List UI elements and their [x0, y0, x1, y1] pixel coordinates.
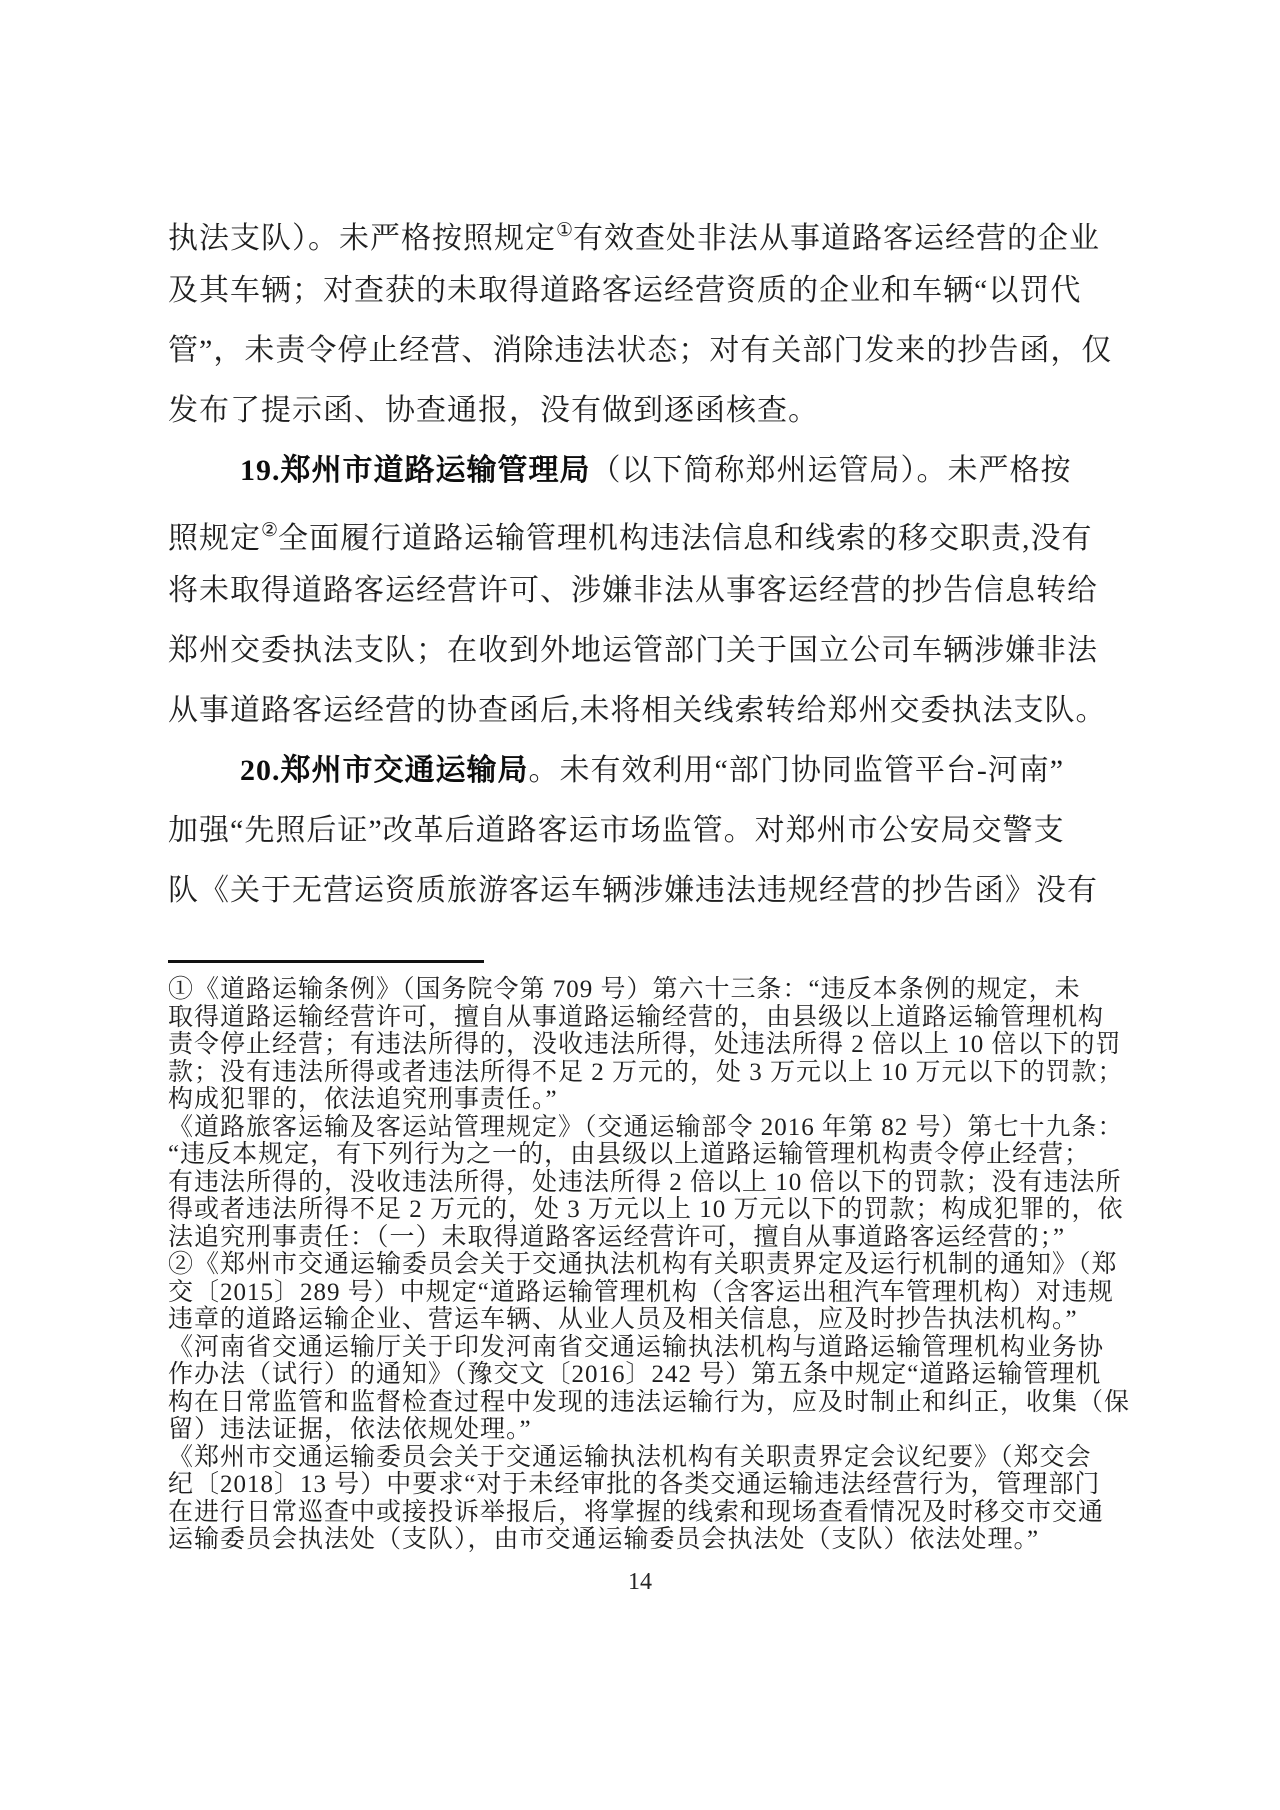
- body-line: [168, 261, 1120, 321]
- footnote-line: “违反本规定，有下列行为之一的，由县级以上道路运输管理机构责令停止经营；: [168, 1141, 1091, 1168]
- footnote-line: 交〔2015〕289 号）中规定“道路运输管理机构（含客运出租汽车管理机构）对违规: [168, 1278, 1114, 1306]
- body-line: [168, 201, 1120, 261]
- body-line: [168, 381, 1120, 441]
- footnote-line: ①《道路运输条例》（国务院令第 709 号）第六十三条：“违反本条例的规定，未: [168, 976, 1081, 1003]
- body-line: [168, 861, 1120, 921]
- body-text: [168, 201, 1120, 921]
- text-run: （以下简称郑州运管局）。未严格按: [590, 454, 1072, 487]
- footnote-line: 构在日常监管和监督检查过程中发现的违法运输行为，应及时制止和纠正，收集（保: [168, 1388, 1131, 1416]
- footnote-divider: [168, 960, 484, 963]
- footnote-line: 《河南省交通运输厅关于印发河南省交通运输执法机构与道路运输管理机构业务协: [168, 1333, 1105, 1361]
- text-run: 全面履行道路运输管理机构违法信息和线索的移交职责,没有: [278, 522, 1093, 555]
- footnote-line: 《道路旅客运输及客运站管理规定》（交通运输部令 2016 年第 82 号）第七十九条：: [168, 1113, 1124, 1141]
- text-run: 加强“先照后证”改革后道路客运市场监管。对郑州市公安局交警支: [168, 814, 1065, 847]
- text-run: 19.郑州市道路运输管理局: [240, 454, 591, 487]
- text-run: 照规定: [168, 522, 261, 555]
- footnote-line: 违章的道路运输企业、营运车辆、从业人员及相关信息，应及时抄告执法机构。”: [168, 1306, 1078, 1333]
- footnote-line: 在进行日常巡查中或接投诉举报后，将掌握的线索和现场查看情况及时移交市交通: [168, 1498, 1105, 1526]
- body-line: [168, 681, 1120, 741]
- text-run: 20.郑州市交通运输局: [240, 754, 529, 787]
- footnote-line: 责令停止经营；有违法所得的，没收违法所得，处违法所得 2 倍以上 10 倍以下的罚: [168, 1031, 1122, 1058]
- footnote-line: 款；没有违法所得或者违法所得不足 2 万元的，处 3 万元以上 10 万元以下的罚款；: [168, 1058, 1124, 1086]
- page-number: 14: [628, 1569, 652, 1595]
- body-line: [168, 741, 1120, 801]
- footnote-line: 留）违法证据，依法依规处理。”: [168, 1416, 532, 1443]
- body-line: [168, 501, 1120, 561]
- body-line: [168, 321, 1120, 381]
- text-run: 有效查处非法从事道路客运经营的企业: [573, 222, 1101, 255]
- body-line: [168, 621, 1120, 681]
- footnote-ref: ②: [261, 520, 279, 541]
- text-run: 队《关于无营运资质旅游客运车辆涉嫌违法违规经营的抄告函》没有: [168, 874, 1098, 907]
- text-run: 从事道路客运经营的协查函后,未将相关线索转给郑州交委执法支队。: [168, 694, 1107, 727]
- footnote-line: 得或者违法所得不足 2 万元的，处 3 万元以上 10 万元以下的罚款；构成犯罪的，依: [168, 1196, 1124, 1223]
- text-run: 。未有效利用“部门协同监管平台-河南”: [528, 754, 1065, 787]
- body-line: [168, 441, 1120, 501]
- footnote-line: 取得道路运输经营许可，擅自从事道路运输经营的，由县级以上道路运输管理机构: [168, 1003, 1105, 1031]
- text-run: 及其车辆；对查获的未取得道路客运经营资质的企业和车辆“以罚代: [168, 274, 1082, 307]
- footnote-line: 作办法（试行）的通知》（豫交文〔2016〕242 号）第五条中规定“道路运输管理机: [168, 1361, 1102, 1388]
- body-line: [168, 561, 1120, 621]
- footnote-line: ②《郑州市交通运输委员会关于交通执法机构有关职责界定及运行机制的通知》（郑: [168, 1251, 1118, 1278]
- footnote-line: 有违法所得的，没收违法所得，处违法所得 2 倍以上 10 倍以下的罚款；没有违法所: [168, 1168, 1122, 1196]
- text-run: 管”，未责令停止经营、消除违法状态；对有关部门发来的抄告函，仅: [168, 334, 1113, 367]
- text-run: 发布了提示函、协查通报，没有做到逐函核查。: [168, 394, 819, 427]
- body-line: [168, 801, 1120, 861]
- footnote-line: 《郑州市交通运输委员会关于交通运输执法机构有关职责界定会议纪要》（郑交会: [168, 1443, 1092, 1471]
- footnote-line: 运输委员会执法处（支队），由市交通运输委员会执法处（支队）依法处理。”: [168, 1526, 1040, 1553]
- footnote-ref: ①: [556, 220, 574, 241]
- text-run: 将未取得道路客运经营许可、涉嫌非法从事客运经营的抄告信息转给: [168, 574, 1098, 607]
- text-run: 郑州交委执法支队；在收到外地运管部门关于国立公司车辆涉嫌非法: [168, 634, 1098, 667]
- footnote-line: 构成犯罪的，依法追究刑事责任。”: [168, 1086, 558, 1113]
- footnote-line: 纪〔2018〕13 号）中要求“对于未经审批的各类交通运输违法经营行为，管理部门: [168, 1471, 1101, 1498]
- text-run: 执法支队）。未严格按照规定: [168, 222, 556, 255]
- footnotes: [168, 976, 1131, 1554]
- footnote-line: 法追究刑事责任：（一）未取得道路客运经营许可，擅自从事道路客运经营的；”: [168, 1223, 1066, 1251]
